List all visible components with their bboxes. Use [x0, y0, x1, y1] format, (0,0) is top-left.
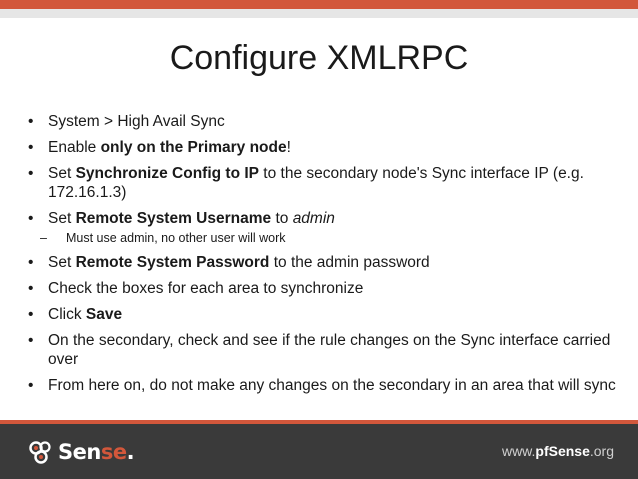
- bullet-text: From here on, do not make any changes on the secondary in an area that will sync: [48, 377, 616, 394]
- bullet-click-save: [28, 305, 618, 324]
- footer-bar: [0, 424, 638, 479]
- url-domain: pfSense: [535, 443, 590, 459]
- bullet-text-bold: Remote System Username: [75, 210, 272, 227]
- bullet-text-mid: to: [271, 210, 293, 227]
- bullet-marker: •: [28, 280, 34, 297]
- bullet-text-bold: only on the Primary node: [100, 139, 287, 156]
- bullet-marker: •: [28, 165, 34, 182]
- slide-title: Configure XMLRPC: [169, 39, 469, 77]
- website-link[interactable]: [502, 443, 614, 459]
- url-prefix: www.: [501, 443, 536, 459]
- pfsense-logo: [28, 438, 134, 466]
- bullet-marker: •: [28, 306, 34, 323]
- bullet-enable-primary: [28, 138, 618, 157]
- bullet-text: Check the boxes for each area to synchronize: [48, 280, 364, 297]
- bullet-sync-config-ip: [28, 164, 618, 202]
- sub-bullet-marker: –: [40, 231, 47, 245]
- bullet-text-pre: Set: [48, 254, 76, 271]
- bullet-text: On the secondary, check and see if the rule changes on the Sync interface carried over: [48, 332, 611, 368]
- sub-bullet-admin-only: [28, 230, 618, 246]
- bullet-text-bold: Synchronize Config to IP: [75, 165, 259, 182]
- bullet-text-bold: Save: [85, 306, 123, 323]
- bullet-text-pre: Click: [48, 306, 86, 323]
- logo-text-post: .: [126, 440, 135, 464]
- sub-bullet-text: Must use admin, no other user will work: [66, 231, 286, 245]
- bullet-no-changes-secondary: [28, 376, 618, 395]
- logo-text-pre: Sen: [58, 440, 101, 464]
- bullet-check-boxes: [28, 279, 618, 298]
- bullet-remote-username: [28, 209, 618, 228]
- bullet-text-post: !: [286, 139, 291, 156]
- bullet-text-pre: Set: [48, 210, 76, 227]
- bullet-text-post: to the admin password: [269, 254, 430, 271]
- url-suffix: .org: [589, 443, 614, 459]
- bullet-text-italic: admin: [292, 210, 335, 227]
- top-accent-bar: [0, 0, 638, 9]
- pfsense-logo-icon: [28, 439, 54, 465]
- bullet-text-pre: Enable: [48, 139, 101, 156]
- logo-text-accent: se: [100, 440, 127, 464]
- bullet-text-bold: Remote System Password: [75, 254, 270, 271]
- logo-wordmark: [58, 440, 134, 464]
- bullet-marker: •: [28, 139, 34, 156]
- top-gray-bar: [0, 9, 638, 18]
- bullet-marker: •: [28, 377, 34, 394]
- bullet-remote-password: [28, 253, 618, 272]
- bullet-system-path: [28, 112, 618, 131]
- bullet-text-post: to the secondary node's Sync interface IP (e.g. 172.16.1.3): [48, 165, 584, 201]
- bullet-check-secondary: [28, 331, 618, 369]
- bullet-text: System > High Avail Sync: [48, 113, 225, 130]
- bullet-list: [28, 112, 618, 402]
- bullet-marker: •: [28, 332, 34, 349]
- bullet-marker: •: [28, 113, 34, 130]
- bullet-marker: •: [28, 254, 34, 271]
- bullet-marker: •: [28, 210, 34, 227]
- bullet-text-pre: Set: [48, 165, 76, 182]
